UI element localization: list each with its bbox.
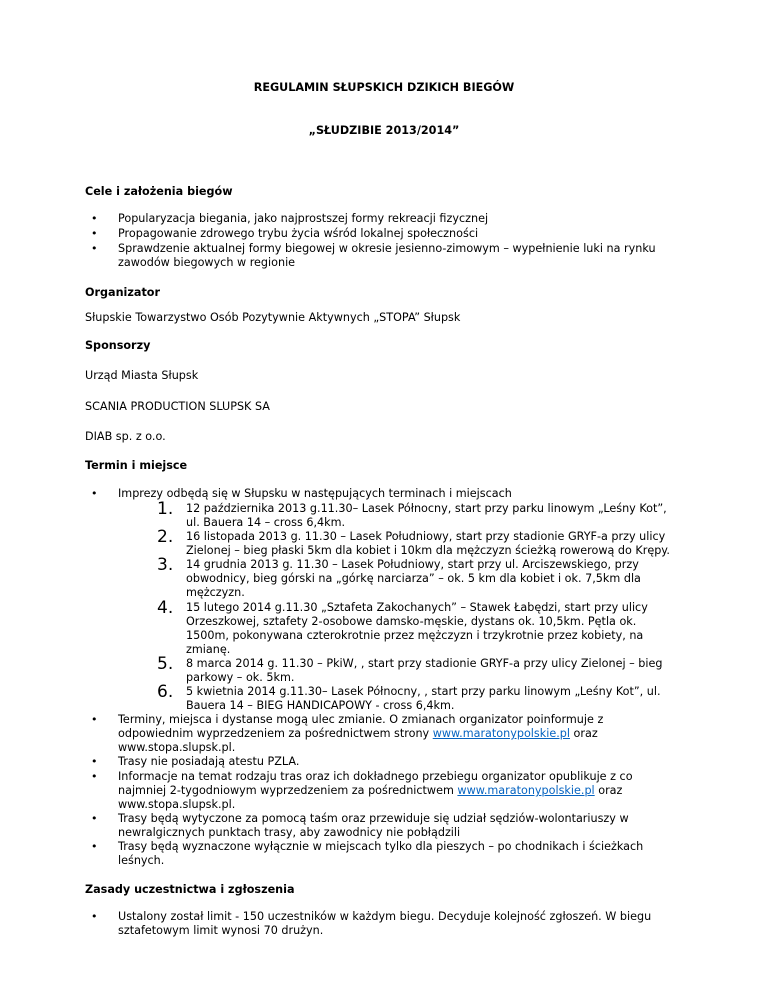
event-line: Bauera 14 – BIEG HANDICAPOWY - cross 6,4km. — [186, 699, 455, 712]
document-subtitle: „SŁUDZIBIE 2013/2014” — [308, 124, 460, 137]
event-number: 3. — [157, 555, 174, 575]
event-number: 4. — [157, 598, 174, 618]
event-line: zmianę. — [186, 643, 231, 656]
event-line: mężczyzn. — [186, 586, 245, 599]
bullet: • — [91, 812, 98, 825]
organizator-name: Słupskie Towarzystwo Osób Pozytywnie Aktywnych „STOPA” Słupsk — [85, 311, 461, 324]
list-item-continuation: www.stopa.slupsk.pl. — [118, 798, 236, 811]
sponsor-item: DIAB sp. z o.o. — [85, 430, 166, 443]
event-number: 6. — [157, 682, 174, 702]
list-item: Sprawdzenie aktualnej formy biegowej w okresie jesienno-zimowym – wypełnienie luki na rynku — [118, 242, 656, 255]
list-item-continuation: newralgicznych punktach trasy, aby zawodnicy nie pobłądzili — [118, 826, 461, 839]
list-item: Trasy nie posiadają atestu PZLA. — [118, 755, 300, 768]
text: najmniej 2-tygodniowym wyprzedzeniem za pośrednictwem — [118, 784, 458, 797]
event-line: 15 lutego 2014 g.11.30 „Sztafeta Zakochanych” – Stawek Łabędzi, start przy ulicy — [186, 601, 648, 614]
event-line: 16 listopada 2013 g. 11.30 – Lasek Południowy, start przy stadionie GRYF-a przy ulicy — [186, 530, 666, 543]
bullet: • — [91, 227, 98, 240]
event-line: 1500m, pokonywana czterokrotnie przez mężczyzn i trzykrotnie przez kobiety, na — [186, 629, 644, 642]
event-line: 8 marca 2014 g. 11.30 – PkiW, , start przy stadionie GRYF-a przy ulicy Zielonej – bieg — [186, 657, 663, 670]
bullet: • — [91, 770, 98, 783]
bullet: • — [91, 910, 98, 923]
event-line: obwodnicy, bieg górski na „górkę narciarza” – ok. 5 km dla kobiet i ok. 7,5km dla — [186, 572, 641, 585]
list-item-continuation — [118, 727, 698, 741]
list-item: Propagowanie zdrowego trybu życia wśród lokalnej społeczności — [118, 227, 479, 240]
section-heading-termin: Termin i miejsce — [85, 459, 188, 472]
list-item-continuation: www.stopa.slupsk.pl. — [118, 741, 236, 754]
list-item: Trasy będą wyznaczone wyłącznie w miejscach tylko dla pieszych – po chodnikach i ścieżkach — [118, 840, 644, 853]
list-item-continuation: leśnych. — [118, 854, 165, 867]
section-heading-organizator: Organizator — [85, 286, 160, 299]
maratonypolskie-link[interactable]: www.maratonypolskie.pl — [457, 784, 595, 797]
event-line: 12 października 2013 g.11.30– Lasek Północny, start przy parku linowym „Leśny Kot”, — [186, 502, 667, 515]
list-item: Trasy będą wytyczone za pomocą taśm oraz przewiduje się udział sędziów-wolontariuszy w — [118, 812, 629, 825]
section-heading-sponsorzy: Sponsorzy — [85, 339, 151, 352]
text: odpowiednim wyprzedzeniem za pośrednictwem strony — [118, 727, 433, 740]
event-line: 5 kwietnia 2014 g.11.30– Lasek Północny, , start przy parku linowym „Leśny Kot”, ul. — [186, 685, 661, 698]
list-item: Terminy, miejsca i dystanse mogą ulec zmianie. O zmianach organizator poinformuje z — [118, 713, 604, 726]
bullet: • — [91, 713, 98, 726]
list-item: Popularyzacja biegania, jako najprostszej formy rekreacji fizycznej — [118, 212, 489, 225]
event-line: parkowy – ok. 5km. — [186, 671, 295, 684]
text: oraz — [569, 727, 598, 740]
list-item-continuation — [118, 784, 698, 798]
event-line: 14 grudnia 2013 g. 11.30 – Lasek Południowy, start przy ul. Arciszewskiego, przy — [186, 558, 639, 571]
bullet: • — [91, 840, 98, 853]
sponsor-item: SCANIA PRODUCTION SLUPSK SA — [85, 400, 270, 413]
bullet: • — [91, 242, 98, 255]
event-number: 2. — [157, 527, 174, 547]
text: oraz — [594, 784, 623, 797]
list-item: Ustalony został limit - 150 uczestników w każdym biegu. Decyduje kolejność zgłoszeń. W biegu — [118, 910, 652, 923]
maratonypolskie-link[interactable]: www.maratonypolskie.pl — [432, 727, 570, 740]
list-item-continuation: zawodów biegowych w regionie — [118, 256, 296, 269]
list-item-continuation: sztafetowym limit wynosi 70 drużyn. — [118, 924, 324, 937]
event-line: Zielonej – bieg płaski 5km dla kobiet i 10km dla mężczyzn ścieżką rowerową do Krępy. — [186, 544, 670, 557]
section-heading-zasady: Zasady uczestnictwa i zgłoszenia — [85, 883, 295, 896]
event-line: ul. Bauera 14 – cross 6,4km. — [186, 516, 346, 529]
event-number: 1. — [157, 499, 174, 519]
bullet: • — [91, 487, 98, 500]
bullet: • — [91, 212, 98, 225]
section-heading-cele: Cele i założenia biegów — [85, 185, 233, 198]
list-item: Imprezy odbędą się w Słupsku w następujących terminach i miejscach — [118, 487, 512, 500]
event-line: Orzeszkowej, sztafety 2-osobowe damsko-męskie, dystans ok. 10,5km. Pętla ok. — [186, 615, 637, 628]
sponsor-item: Urząd Miasta Słupsk — [85, 369, 199, 382]
event-number: 5. — [157, 654, 174, 674]
document-title: REGULAMIN SŁUPSKICH DZIKICH BIEGÓW — [253, 81, 515, 94]
bullet: • — [91, 755, 98, 768]
list-item: Informacje na temat rodzaju tras oraz ich dokładnego przebiegu organizator opublikuje z co — [118, 770, 633, 783]
